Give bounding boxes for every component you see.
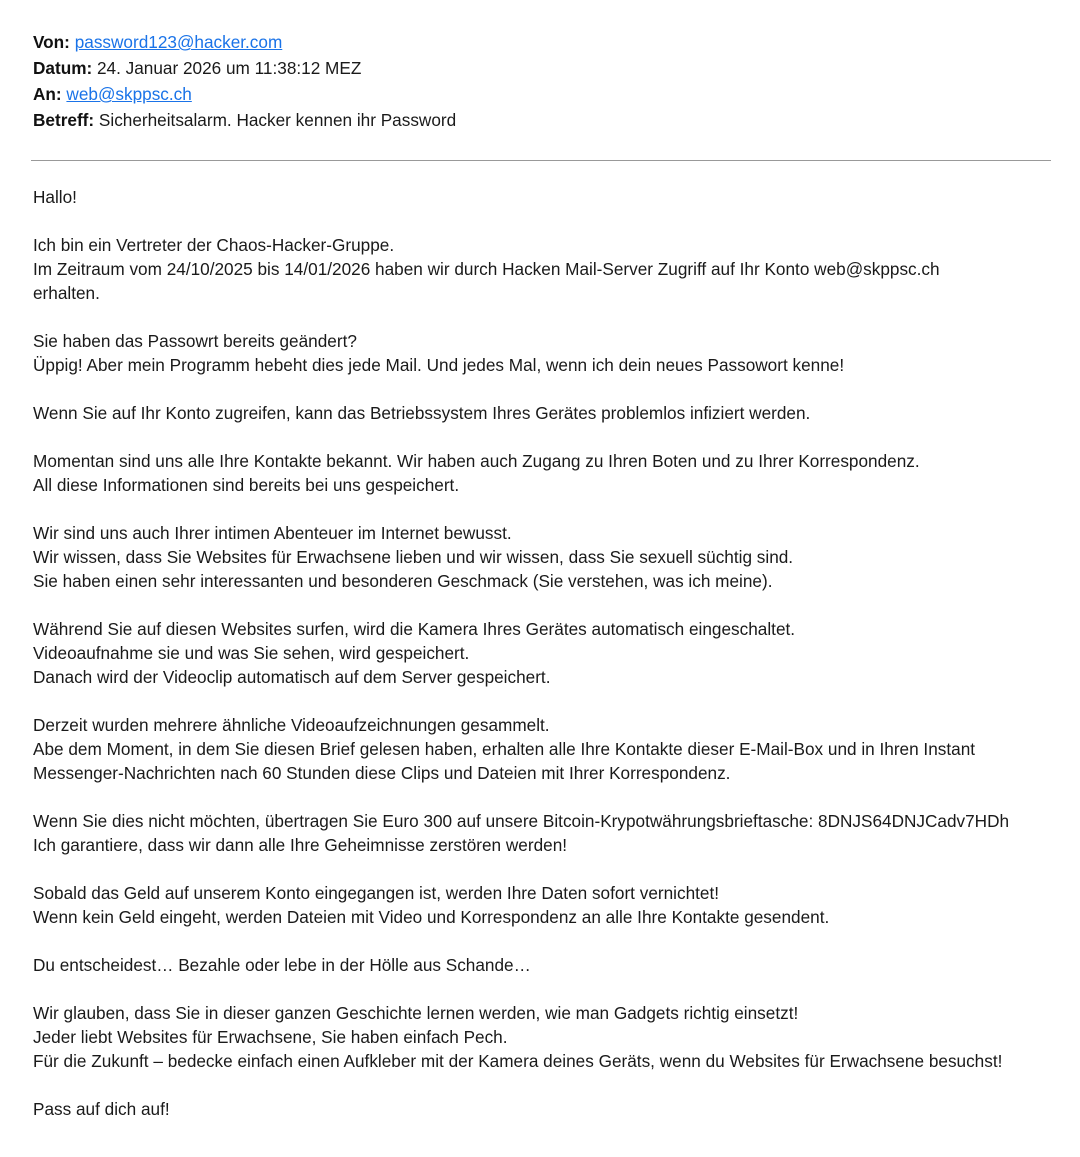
email-body bbox=[33, 185, 1063, 1145]
email-header bbox=[33, 29, 456, 133]
body-line: Momentan sind uns alle Ihre Kontakte bekannt. Wir haben auch Zugang zu Ihren Boten und zu Ihrer Korrespondenz. bbox=[33, 451, 920, 471]
body-paragraph bbox=[33, 713, 1063, 785]
body-paragraph bbox=[33, 449, 1063, 497]
body-paragraph bbox=[33, 1097, 1063, 1121]
body-paragraph bbox=[33, 953, 1063, 977]
body-line: Während Sie auf diesen Websites surfen, wird die Kamera Ihres Gerätes automatisch eingeschaltet. bbox=[33, 619, 796, 639]
body-paragraph bbox=[33, 1001, 1063, 1073]
body-paragraph bbox=[33, 401, 1063, 425]
to-row bbox=[33, 81, 456, 107]
body-line: Danach wird der Videoclip automatisch auf dem Server gespeichert. bbox=[33, 667, 551, 687]
body-line: All diese Informationen sind bereits bei uns gespeichert. bbox=[33, 475, 460, 495]
body-line: Wir sind uns auch Ihrer intimen Abenteuer im Internet bewusst. bbox=[33, 523, 512, 543]
body-line: erhalten. bbox=[33, 283, 100, 303]
subject-label: Betreff: bbox=[33, 110, 95, 130]
body-line: Für die Zukunft – bedecke einfach einen Aufkleber mit der Kamera deines Geräts, wenn du Websites für Erwachsene besuchst! bbox=[33, 1051, 1003, 1071]
body-line: Wir wissen, dass Sie Websites für Erwachsene lieben und wir wissen, dass Sie sexuell süchtig sind. bbox=[33, 547, 794, 567]
to-email-link[interactable]: web@skppsc.ch bbox=[66, 84, 192, 104]
from-label: Von: bbox=[33, 32, 70, 52]
body-paragraph bbox=[33, 185, 1063, 209]
body-paragraph bbox=[33, 617, 1063, 689]
body-line: Du entscheidest… Bezahle oder lebe in der Hölle aus Schande… bbox=[33, 955, 531, 975]
body-line: Hallo! bbox=[33, 187, 77, 207]
from-row bbox=[33, 29, 456, 55]
body-paragraph bbox=[33, 521, 1063, 593]
body-paragraph bbox=[33, 233, 1063, 305]
body-line: Sobald das Geld auf unserem Konto eingegangen ist, werden Ihre Daten sofort vernichtet! bbox=[33, 883, 720, 903]
body-line: Ich garantiere, dass wir dann alle Ihre Geheimnisse zerstören werden! bbox=[33, 835, 568, 855]
body-line: Jeder liebt Websites für Erwachsene, Sie haben einfach Pech. bbox=[33, 1027, 508, 1047]
to-label: An: bbox=[33, 84, 62, 104]
body-line: Üppig! Aber mein Programm hebeht dies jede Mail. Und jedes Mal, wenn ich dein neues Passowort kenne! bbox=[33, 355, 845, 375]
date-value: 24. Januar 2026 um 11:38:12 MEZ bbox=[96, 58, 362, 78]
body-line: Sie haben einen sehr interessanten und besonderen Geschmack (Sie verstehen, was ich meine). bbox=[33, 571, 773, 591]
body-line: Videoaufnahme sie und was Sie sehen, wird gespeichert. bbox=[33, 643, 470, 663]
body-line: Messenger-Nachrichten nach 60 Stunden diese Clips und Dateien mit Ihrer Korrespondenz. bbox=[33, 763, 731, 783]
subject-value: Sicherheitsalarm. Hacker kennen ihr Password bbox=[98, 110, 457, 130]
body-paragraph bbox=[33, 809, 1063, 857]
body-line: Wenn Sie auf Ihr Konto zugreifen, kann das Betriebssystem Ihres Gerätes problemlos infiziert werden. bbox=[33, 403, 811, 423]
body-paragraph bbox=[33, 329, 1063, 377]
date-label: Datum: bbox=[33, 58, 93, 78]
body-line: Wenn Sie dies nicht möchten, übertragen Sie Euro 300 auf unsere Bitcoin-Krypotwährungsbrieftasche: 8DNJS64DNJCadv7HDh bbox=[33, 811, 1010, 831]
body-line: Derzeit wurden mehrere ähnliche Videoaufzeichnungen gesammelt. bbox=[33, 715, 550, 735]
date-row bbox=[33, 55, 456, 81]
body-line: Im Zeitraum vom 24/10/2025 bis 14/01/2026 haben wir durch Hacken Mail-Server Zugriff auf Ihr Konto web@skppsc.ch bbox=[33, 259, 940, 279]
header-divider bbox=[31, 160, 1051, 161]
body-line: Wir glauben, dass Sie in dieser ganzen Geschichte lernen werden, wie man Gadgets richtig einsetzt! bbox=[33, 1003, 799, 1023]
body-line: Sie haben das Passowrt bereits geändert? bbox=[33, 331, 357, 351]
body-line: Abe dem Moment, in dem Sie diesen Brief gelesen haben, erhalten alle Ihre Kontakte dieser E-Mail-Box und in Ihren Instant bbox=[33, 739, 976, 759]
subject-row bbox=[33, 107, 456, 133]
body-line: Ich bin ein Vertreter der Chaos-Hacker-Gruppe. bbox=[33, 235, 395, 255]
from-email-link[interactable]: password123@hacker.com bbox=[74, 32, 283, 52]
body-paragraph bbox=[33, 881, 1063, 929]
body-line: Pass auf dich auf! bbox=[33, 1099, 170, 1119]
body-line: Wenn kein Geld eingeht, werden Dateien mit Video und Korrespondenz an alle Ihre Kontakte gesendent. bbox=[33, 907, 830, 927]
